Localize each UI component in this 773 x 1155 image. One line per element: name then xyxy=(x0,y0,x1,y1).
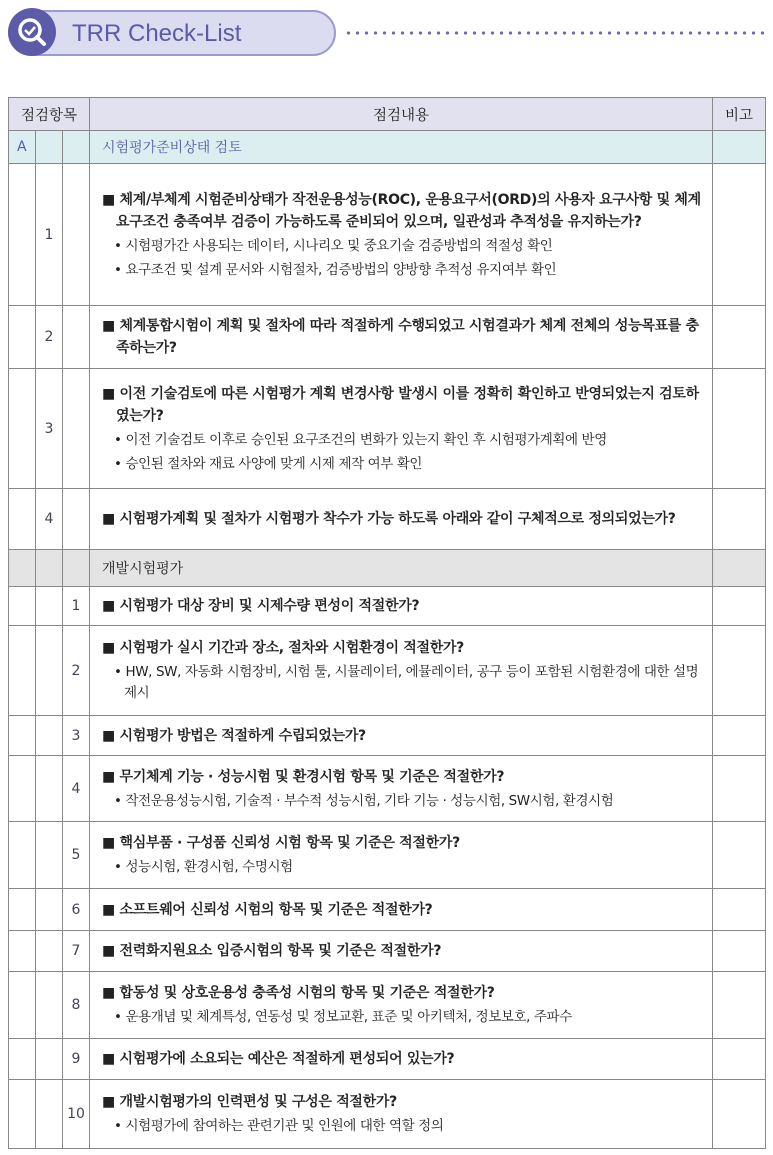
table-row xyxy=(9,1080,766,1149)
table-row xyxy=(9,716,766,756)
header-content: 점검내용 xyxy=(90,98,713,131)
check-question: ■ 시험평가 방법은 적절하게 수립되었는가? xyxy=(102,727,366,744)
check-question: ■ 핵심부품 · 구성품 신뢰성 시험 항목 및 기준은 적절한가? xyxy=(102,835,460,851)
check-question: ■ 합동성 및 상호운용성 충족성 시험의 항목 및 기준은 적절한가? xyxy=(102,985,495,1001)
item-number: 8 xyxy=(63,972,90,1039)
table-header xyxy=(9,98,766,131)
check-question: ■ 체계통합시험이 계획 및 절차에 따라 적절하게 수행되었고 시험결과가 체계 전체의 성능목표를 충족하는가? xyxy=(102,318,699,356)
table-row xyxy=(9,889,766,931)
check-detail: • 이전 기술검토 이후로 승인된 요구조건의 변화가 있는지 확인 후 시험평가계획에 반영 xyxy=(114,431,607,448)
check-question: ■ 시험평가 실시 기간과 장소, 절차와 시험환경이 적절한가? xyxy=(102,640,464,656)
check-detail: • HW, SW, 자동화 시험장비, 시험 툴, 시뮬레이터, 에뮬레이터, 공구 등이 포함된 시험환경에 대한 설명 제시 xyxy=(114,664,699,701)
item-number: 2 xyxy=(36,306,63,369)
section-label: 개발시험평가 xyxy=(90,550,713,587)
remark-cell xyxy=(713,164,766,306)
item-number: 1 xyxy=(36,164,63,306)
table-row xyxy=(9,587,766,626)
remark-cell xyxy=(713,972,766,1039)
item-number: 2 xyxy=(63,626,90,716)
header-item: 점검항목 xyxy=(9,98,90,131)
item-number: 7 xyxy=(63,931,90,972)
remark-cell xyxy=(713,489,766,550)
table-row xyxy=(9,369,766,489)
check-question: ■ 시험평가계획 및 절차가 시험평가 착수가 가능 하도록 아래와 같이 구체적으로 정의되었는가? xyxy=(102,511,676,527)
section-row-b xyxy=(9,550,766,587)
item-number: 3 xyxy=(63,716,90,756)
page-title: TRR Check-List xyxy=(72,20,242,47)
table-row xyxy=(9,306,766,369)
check-question: ■ 소프트웨어 신뢰성 시험의 항목 및 기준은 적절한가? xyxy=(102,901,433,918)
table-row xyxy=(9,1039,766,1080)
table-row xyxy=(9,822,766,889)
remark-cell xyxy=(713,1080,766,1149)
item-number: 6 xyxy=(63,889,90,931)
section-label: 시험평가준비상태 검토 xyxy=(90,131,713,164)
item-number: 10 xyxy=(63,1080,90,1149)
checklist-magnifier-icon xyxy=(8,8,56,56)
check-detail: • 승인된 절차와 재료 사양에 맞게 시제 제작 여부 확인 xyxy=(114,455,423,472)
remark-cell xyxy=(713,1039,766,1080)
check-question: ■ 이전 기술검토에 따른 시험평가 계획 변경사항 발생시 이를 정확히 확인하고 반영되었는지 검토하였는가? xyxy=(102,385,699,424)
check-detail: • 시험평가에 참여하는 관련기관 및 인원에 대한 역할 정의 xyxy=(114,1118,444,1134)
check-question: ■ 무기체계 기능 · 성능시험 및 환경시험 항목 및 기준은 적절한가? xyxy=(102,768,505,785)
dotted-divider xyxy=(344,31,764,35)
remark-cell xyxy=(713,626,766,716)
item-number: 5 xyxy=(63,822,90,889)
remark-cell xyxy=(713,822,766,889)
check-question: ■ 개발시험평가의 인력편성 및 구성은 적절한가? xyxy=(102,1094,397,1110)
table-row xyxy=(9,489,766,550)
check-question: ■ 전력화지원요소 입증시험의 항목 및 기준은 적절한가? xyxy=(102,943,442,959)
item-number: 3 xyxy=(36,369,63,489)
checklist-table xyxy=(8,97,766,1149)
table-row xyxy=(9,972,766,1039)
check-detail: • 작전운용성능시험, 기술적 · 부수적 성능시험, 기타 기능 · 성능시험, SW시험, 환경시험 xyxy=(114,792,614,809)
check-question: ■ 시험평가 대상 장비 및 시제수량 편성이 적절한가? xyxy=(102,598,420,614)
table-row xyxy=(9,931,766,972)
item-number: 9 xyxy=(63,1039,90,1080)
remark-cell xyxy=(713,306,766,369)
remark-cell xyxy=(713,889,766,931)
check-question: ■ 체계/부체계 시험준비상태가 작전운용성능(ROC), 운용요구서(ORD)의 사용자 요구사항 및 체계요구조건 충족여부 검증이 가능하도록 준비되어 있으며, 일관성과 추적성을 유지하는가? xyxy=(102,191,701,230)
check-detail: • 운용개념 및 체계특성, 연동성 및 정보교환, 표준 및 아키텍처, 정보보호, 주파수 xyxy=(114,1009,572,1025)
remark-cell xyxy=(713,716,766,756)
check-question: ■ 시험평가에 소요되는 예산은 적절하게 편성되어 있는가? xyxy=(102,1051,455,1067)
section-code: A xyxy=(9,131,36,164)
table-row xyxy=(9,626,766,716)
section-row-a xyxy=(9,131,766,164)
check-detail: • 시험평가간 사용되는 데이터, 시나리오 및 중요기술 검증방법의 적절성 확인 xyxy=(114,237,553,254)
item-number: 4 xyxy=(36,489,63,550)
item-number: 1 xyxy=(63,587,90,626)
remark-cell xyxy=(713,756,766,822)
remark-cell xyxy=(713,369,766,489)
remark-cell xyxy=(713,931,766,972)
item-number: 4 xyxy=(63,756,90,822)
table-row xyxy=(9,164,766,306)
remark-cell xyxy=(713,587,766,626)
table-row xyxy=(9,756,766,822)
header-remark: 비고 xyxy=(713,98,766,131)
check-detail: • 성능시험, 환경시험, 수명시험 xyxy=(114,859,293,875)
check-detail: • 요구조건 및 설계 문서와 시험절차, 검증방법의 양방향 추적성 유지여부 확인 xyxy=(114,261,557,278)
